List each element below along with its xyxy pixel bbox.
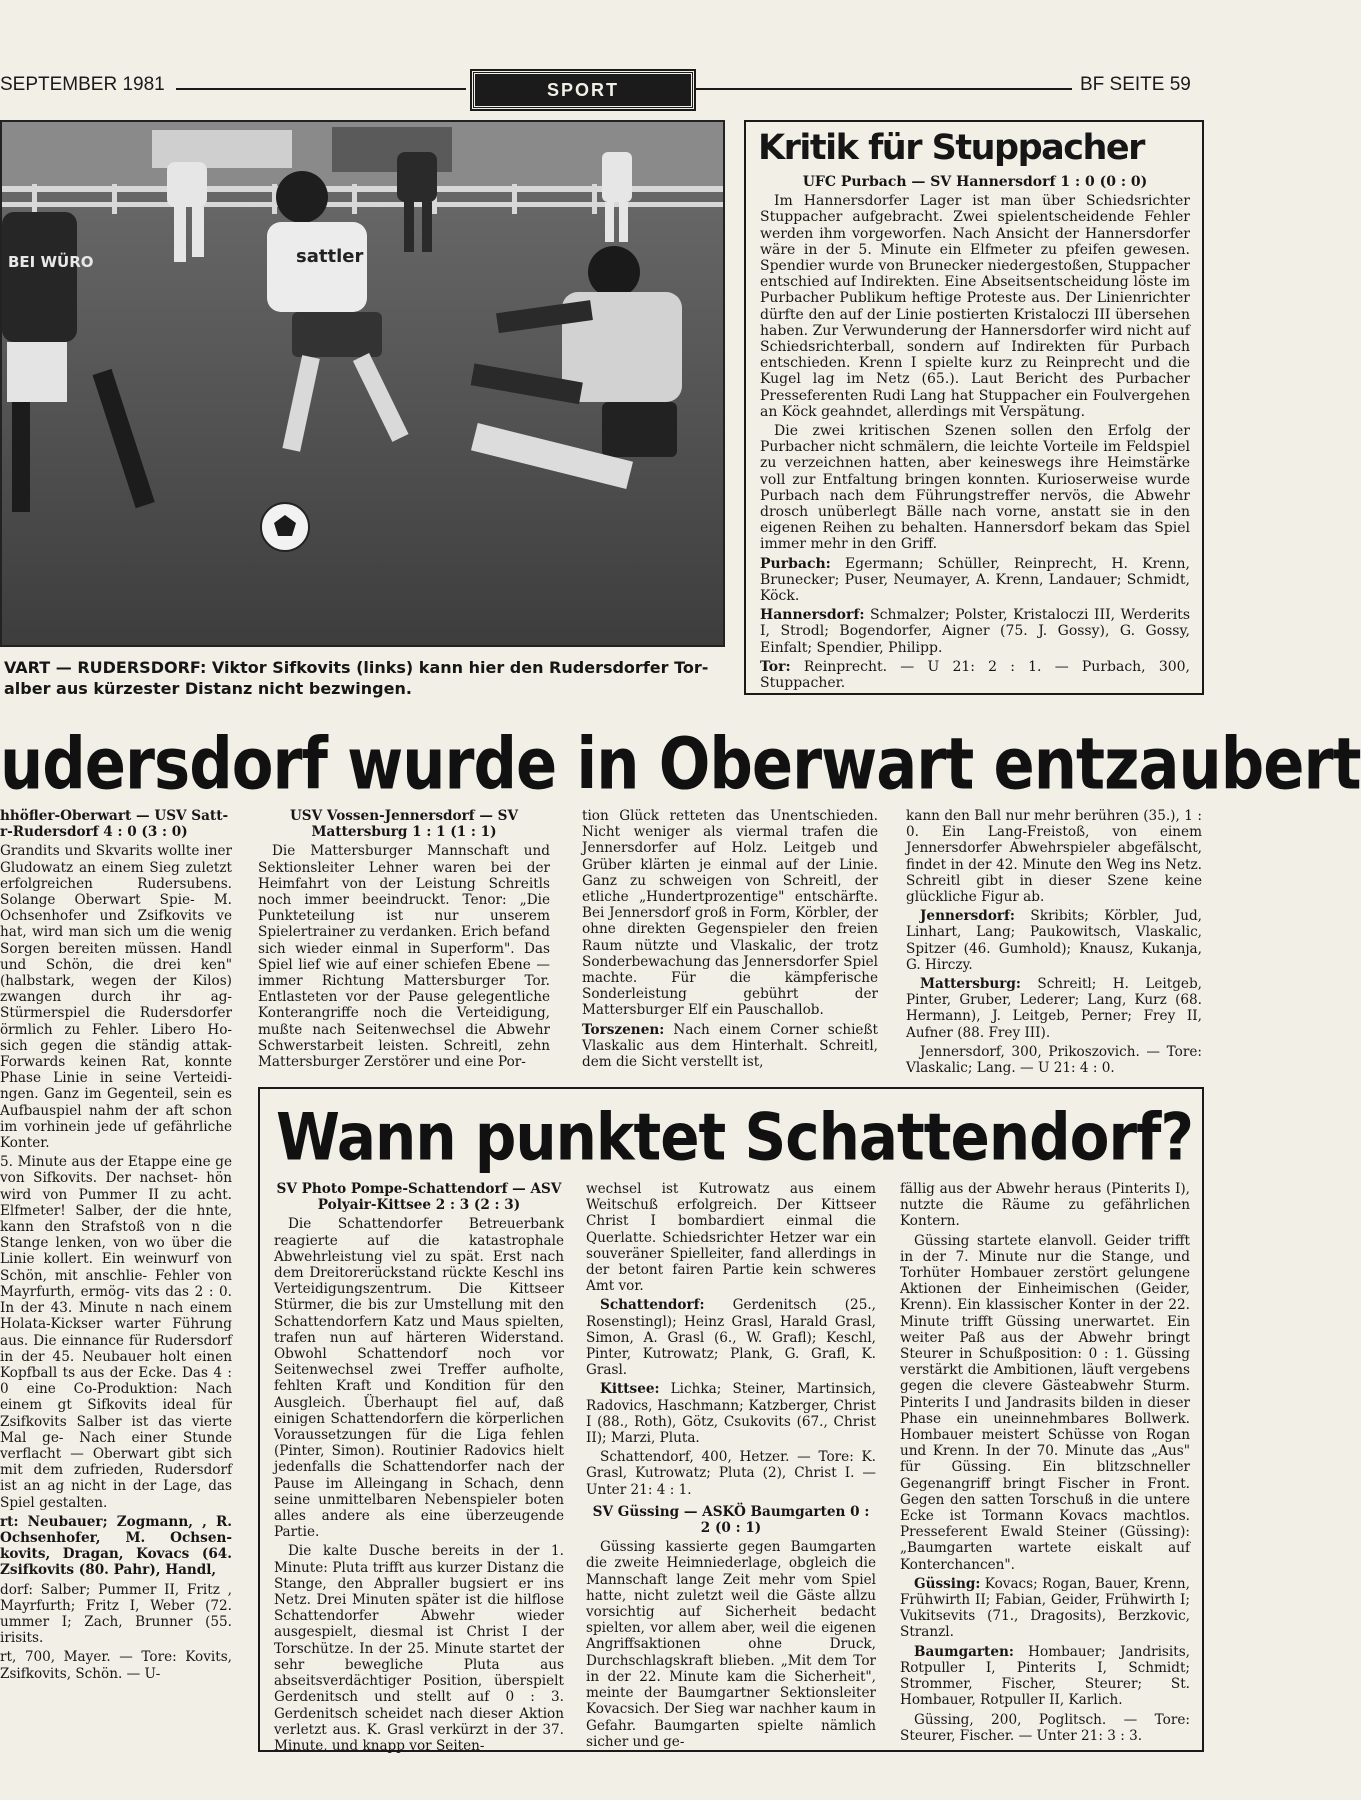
schattendorf-c2-kit [586,1381,876,1446]
oberwart-c2p1: Die Mattersburger Mannschaft und Sektionsleiter Lehner waren bei der Heimfahrt von der Leistung Schreitls noch immer beeindruckt. Tenor: „Die Punkteteilung ist nur unserem Spielertrainer zu verdanken. Erich befand sich wieder einmal in Superform". Das Spiel lief wie auf einer schiefen Ebene — immer Richtung Mattersburger Tor. Entlasteten vor der Pause gelegentliche Konterangriffe noch die Verteidigung, mußte nach Seitenwechsel die Abwehr Schwerstarbeit leisten. Schreitl, zehn Mattersburger Zerstörer und eine Por- [258,843,550,1071]
page-number: BF SEITE 59 [1080,74,1191,95]
section-badge: SPORT [472,71,694,109]
schattendorf-c2p2: Güssing kassierte gegen Baumgarten die zweite Heimniederlage, obgleich die Mannschaft lange Zeit mehr vom Spiel hatte, nicht zuletzt weil die Gäste allzu vorsichtig auf Sicherheit bedacht spielten, vor allem aber, weil die eigenen Angriffsaktionen ohne Druck, Durchschlagskraft blieben. „Mit dem Tor in der 22. Minute kam die Sicherheit", meinte der Baumgartner Sektionsleiter Kovacsich. Der Sieg war nachher kaum in Gefahr. Baumgarten spielte nämlich sicher und ge- [586,1539,876,1750]
oberwart-c1p4: dorf: Salber; Pummer II, Fritz , Mayrfurth; Fritz I, Weber (72. ummer I; Zach, Brunner (55. irisits. [0,1581,232,1647]
baumgarten-label: Baumgarten: [914,1643,1014,1660]
schattendorf-col-3 [900,1181,1190,1747]
oberwart-col-2 [258,808,550,1071]
oberwart-c1p2: 5. Minute aus der Etappe eine ge von Sifkovits. Der nachset- hön wird von Pummer II zu acht. Elfmeter! Salber, der die hnte, kann den Strafstoß von n die Stange lenken, von wo über die Linie kollert. Ein weinwurf von Schön, mit anschlie- Fehler von Mayrfurth, ermög- vits das 2 : 0. In der 43. Minute n nach einem Holata-Kickser warter Führung aus. Die einnance für Rudersdorf in der 45. Neubauer holt einen Kopfball ts aus der Ecke. Das 4 : 0 eine Co-Produktion: Nach einem gt Sifkovits ideal für Zsifkovits Salber ist das vierte Mal ge- Nach einer Stunde verflacht — Oberwart gibt sich mit dem zufrieden, Rudersdorf ist an ag nicht in der Lage, das Spiel gestalten. [0,1154,232,1511]
oberwart-c3p2 [582,1022,878,1071]
stuppacher-tor [760,659,1190,691]
jennersdorf-result: USV Vossen-Jennersdorf — SV Mattersburg 1 : 1 (1 : 1) [289,808,519,841]
guessing-result: SV Güssing — ASKÖ Baumgarten 0 : 2 (0 : 1) [592,1503,870,1537]
stuppacher-article [744,120,1204,695]
schattendorf-result: SV Photo Pompe-Schattendorf — ASV Polyair-Kittsee 2 : 3 (2 : 3) [276,1181,562,1214]
schattendorf-c2-sch [586,1297,876,1378]
schattendorf-c1p2: Die kalte Dusche bereits in der 1. Minute: Pluta trifft aus kurzer Distanz die Stange, den Abpraller bugsiert er ins Netz. Drei Minuten später ist die hilflose Schattendorfer Abwehr wieder ausgespielt, diesmal ist Christ I der Torschütze. In der 25. Minute startet der sehr bewegliche Pluta aus abseitsverdächtiger Position, überspielt Gerdenitsch und stellt auf 0 : 3. Gerdenitsch scheidet nach dieser Aktion verletzt aus. K. Grasl verkürzt in der 37. Minute, und knapp vor Seiten- [274,1543,564,1754]
match-photo [0,120,725,647]
tor-text: Reinprecht. — U 21: 2 : 1. — Purbach, 300, Stuppacher. [760,658,1190,692]
baumgarten-lineup: Hombauer; Jandrisits, Rotpuller I, Pinterits I, Schmidt; Strommer, Fischer, Steurer; St. Hombauer, Rotpuller II, Karlich. [900,1643,1191,1709]
oberwart-col-1 [0,808,232,1718]
oberwart-c1p3: rt: Neubauer; Zogmann, , R. Ochsenhofer, M. Ochsen- kovits, Dragan, Kovacs (64. Zsifkovits (80. Pahr), Handl, [0,1513,232,1579]
oberwart-c4-end: Jennersdorf, 300, Prikoszovich. — Tore: Vlaskalic; Lang. — U 21: 4 : 0. [906,1043,1202,1077]
mattersburg-lineup: Schreitl; H. Leitgeb, Pinter, Gruber, Lederer; Lang, Kurz (68. Hermann), J. Leitgeb, Perner; Frey II, Aufner (88. Frey III). [906,976,1202,1041]
shirt-text: sattler [296,246,364,267]
guessing-lineup: Kovacs; Rogan, Bauer, Krenn, Frühwirth II; Fabian, Geider, Frühwirth I; Vukitsevits (71., Dragosits), Berzkovic, Stranzl. [900,1575,1190,1641]
kittsee-lineup: Lichka; Steiner, Martinsich, Radovics, Haschmann; Katzberger, Christ I (88., Roth), Götz, Csukovits (67., Christ II); Marzi, Pluta. [586,1381,876,1447]
schattendorf-label: Schattendorf: [600,1297,705,1314]
guessing-label: Güssing: [914,1575,981,1592]
photo-caption: VART — RUDERSDORF: Viktor Sifkovits (links) kann hier den Rudersdorfer Tor- alber aus kürzester Distanz nicht bezwingen. [4,658,709,698]
photo-illustration [2,122,723,645]
schattendorf-col-2 [586,1181,876,1750]
torszenen-text: Nach einem Corner schießt Vlaskalic aus dem Hinterhalt. Schreitl, dem die Sicht verstellt ist, [582,1021,879,1071]
schattendorf-lineup: Gerdenitsch (25., Rosenstingl); Heinz Grasl, Harald Grasl, Simon, A. Grasl (6., W. Grafl); Keschl, Pinter, Kutrowatz; Plank, G. Grafl, K. Grasl. [586,1297,876,1379]
oberwart-c3p1: tion Glück retteten das Unentschieden. Nicht weniger als viermal trafen die Jennersdorfer auf Holz. Leitgeb und Grüber klärten je einmal auf der Linie. Ganz zu schweigen von Schreitl, der etliche „Hundertprozentige" entschärfte. Bei Jennersdorf groß in Form, Körbler, der ohne direkten Gegenspieler den freien Raum nützte und Vlaskalic, der trotz Sonderbewachung das Jennersdorfer Spiel machte. Für die kämpferische Sonderleistung gebührt der Mattersburger Elf ein Pauschallob. [582,808,878,1019]
stuppacher-body [760,174,1191,692]
schattendorf-col-1 [274,1181,564,1754]
oberwart-result: hhöfler-Oberwart — USV Satt- r-Rudersdorf 4 : 0 (3 : 0) [0,808,229,841]
oberwart-c4p1: kann den Ball nur mehr berühren (35.), 1 : 0. Ein Lang-Freistoß, von einem Jennersdorfer Abwehrspieler abgefälscht, findet in der 42. Minute den Weg ins Netz. Schreitl gibt in dieser Szene keine glückliche Figur ab. [906,808,1202,906]
stuppacher-result: UFC Purbach — SV Hannersdorf 1 : 0 (0 : 0) [802,174,1148,190]
kittsee-label: Kittsee: [600,1381,660,1398]
shirt-text-left: BEI WÜRO [8,253,94,271]
jennersdorf-label: Jennersdorf: [920,908,1015,925]
header-rule-right [696,88,1072,90]
mattersburg-label: Mattersburg: [920,976,1021,993]
stuppacher-p2: Die zwei kritischen Szenen sollen den Erfolg der Purbacher nicht schmälern, die leichte Vorteile im Feldspiel zu verzeichnen hatten, aber keineswegs ihre Heimstärke voll zur Entfaltung bringen konnten. Kurioserweise wurde Purbach nach dem Führungstreffer nervös, die Abwehr drosch unüberlegt Bälle nach vorne, anstatt sie in den eigenen Reihen zu behalten. Hannersdorf bekam das Spiel immer mehr in den Griff. [760,423,1190,553]
oberwart-col-3 [582,808,879,1071]
purbach-label: Purbach: [760,555,831,572]
oberwart-c1p1: Grandits und Skvarits wollte iner Gludowatz an einem Sieg zuletzt erfolgreichen Rudersubens. Solange Oberwart Spie- M. Ochsenhofer und Zsifkovits ve hat, wird man sich um die wenig Sorgen bereiten müssen. Handl und Schön, die drei ken" (halbstark, wegen der Kilos) zwangen durch ihr ag- Stürmerspiel die Rudersdorfer örmlich zu Fehler. Libero Ho- sich gegen die ständig attak- Forwards keinen Rat, konnte Phase Linie in seine Verteidi- ngen. Ganz im Gegenteil, sein es Aufbauspiel nahm der aft schon im vorhinein jede uf gefährliche Konter. [0,843,232,1152]
schattendorf-c2-end: Schattendorf, 400, Hetzer. — Tore: K. Grasl, Kutrowatz; Pluta (2), Christ I. — Unter 21: 4 : 1. [586,1449,876,1498]
stuppacher-p1: Im Hannersdorfer Lager ist man über Schiedsrichter Stuppacher aufgebracht. Zwei spielentscheidende Fehler werden ihm vorgeworfen. Nach Ansicht der Hannersdorfer wäre in der 5. Minute ein Elfmeter zu pfeifen gewesen. Spendier wurde von Brunecker niedergestoßen, Stuppacher entschied auf Indirekten. Eine Abseitsentscheidung löste im Purbacher Publikum heftige Proteste aus. Der Linienrichter dürfte den auf der Linie postierten Kristaloczi III übersehen haben. Zur Verwunderung der Hannersdorfer wird nicht auf Schiedsrichterball, sondern auf Indirekten für Purbach entschieden. Krenn I spielte kurz zu Reinprecht und die Kugel lag im Netz (65.). Laut Bericht des Purbacher Presseferenten Rudi Lang hat Stuppacher ein Foulvergehen an Köck geahndet, allerdings mit Verspätung. [760,193,1190,420]
issue-date: SEPTEMBER 1981 [0,74,165,95]
stuppacher-hannersdorf [760,607,1190,656]
oberwart-c4-jennersdorf [906,908,1202,973]
purbach-lineup: Egermann; Schüller, Reinprecht, H. Krenn, Brunecker; Puser, Neumayer, A. Krenn, Landauer; Schmidt, Köck. [760,555,1191,605]
schattendorf-c1p1: Die Schattendorfer Betreuerbank reagierte auf die katastrophale Abwehrleistung viel zu spät. Erst nach dem Dreitorerückstand rückte Keschl ins Verteidigungszentrum. Die Kittseer Stürmer, die bis zur Umstellung mit den Schattendorfern Katz und Maus spielten, trafen nun auf härteren Widerstand. Obwohl Schattendorf noch vor Seitenwechsel zwei Treffer aufholte, fehlten Kraft und Kondition für den Ausgleich. Überhaupt fiel auf, daß einigen Schattendorfern die körperlichen Voraussetzungen für die Liga fehlen (Pinter, Simon). Routinier Radovics hielt jedenfalls die Schattendorfer nach der Pause im Alleingang in Schach, denn seine unmittelbaren Nebenspieler boten alles andere als eine überzeugende Partie. [274,1216,564,1541]
oberwart-c4-mattersburg [906,976,1202,1041]
schattendorf-headline: Wann punktet Schattendorf? [276,1099,1193,1176]
jennersdorf-lineup: Skribits; Körbler, Jud, Linhart, Lang; Paukowitsch, Vlaskalic, Spitzer (46. Gumhold); Knausz, Kukanja, G. Hirczy. [906,908,1202,973]
schattendorf-c3-end: Güssing, 200, Poglitsch. — Tore: Steurer, Fischer. — Unter 21: 3 : 3. [900,1711,1190,1744]
hannersdorf-label: Hannersdorf: [760,607,865,624]
torszenen-label: Torszenen: [582,1021,665,1038]
schattendorf-c2p1: wechsel ist Kutrowatz aus einem Weitschuß erfolgreich. Der Kittseer Christ I bombardiert einmal die Querlatte. Schiedsrichter Hetzer war ein souveräner Spielleiter, fand allerdings in der betont fairen Partie kein schweres Amt vor. [586,1181,876,1295]
hannersdorf-lineup: Schmalzer; Polster, Kristaloczi III, Werderits I, Strodl; Bogendorfer, Aigner (75. J. Gossy), G. Gossy, Einfalt; Spendier, Philipp. [760,607,1191,656]
schattendorf-c3p1: fällig aus der Abwehr heraus (Pinterits I), nutzte die Räume zu gefährlichen Kontern. [900,1181,1190,1230]
stuppacher-purbach [760,556,1190,605]
stuppacher-headline: Kritik für Stuppacher [758,128,1144,168]
oberwart-c1p5: rt, 700, Mayer. — Tore: Kovits, Zsifkovits, Schön. — U- [0,1649,232,1682]
header-rule-left [176,88,466,90]
schattendorf-c3-gue [900,1576,1190,1641]
schattendorf-c3-bau [900,1644,1190,1709]
schattendorf-c3p2: Güssing startete elanvoll. Geider trifft in der 7. Minute nur die Stange, und Torhüter Hombauer zerstört gelungene Aktionen der Einheimischen (Geider, Krenn). Ein klassischer Konter in der 22. Minute trifft Güssing unerwartet. Ein weiter Paß aus der Abwehr bringt Steurer in Schußposition: 0 : 1. Güssing verstärkt die Ambitionen, läuft vergebens gegen die clevere Gästeabwehr Sturm. Pinterits I und Jandrasits bilden in dieser Phase ein uneinnehmbares Bollwerk. Hombauer meistert Schüsse von Rogan und Krenn. In der 70. Minute das „Aus" für Güssing. Ein blitzschneller Gegenangriff bringt Fischer in Front. Gegen den satten Torschuß in die untere Ecke ist Tormann Kovacs machtlos. Presseferent Ewald Steiner (Güssing): „Baumgarten wartete eiskalt auf Konterchancen". [900,1232,1190,1573]
oberwart-col-4 [906,808,1202,1077]
oberwart-headline: udersdorf wurde in Oberwart entzaubert [0,722,1361,806]
tor-label: Tor: [760,658,791,675]
schattendorf-article [258,1087,1204,1752]
